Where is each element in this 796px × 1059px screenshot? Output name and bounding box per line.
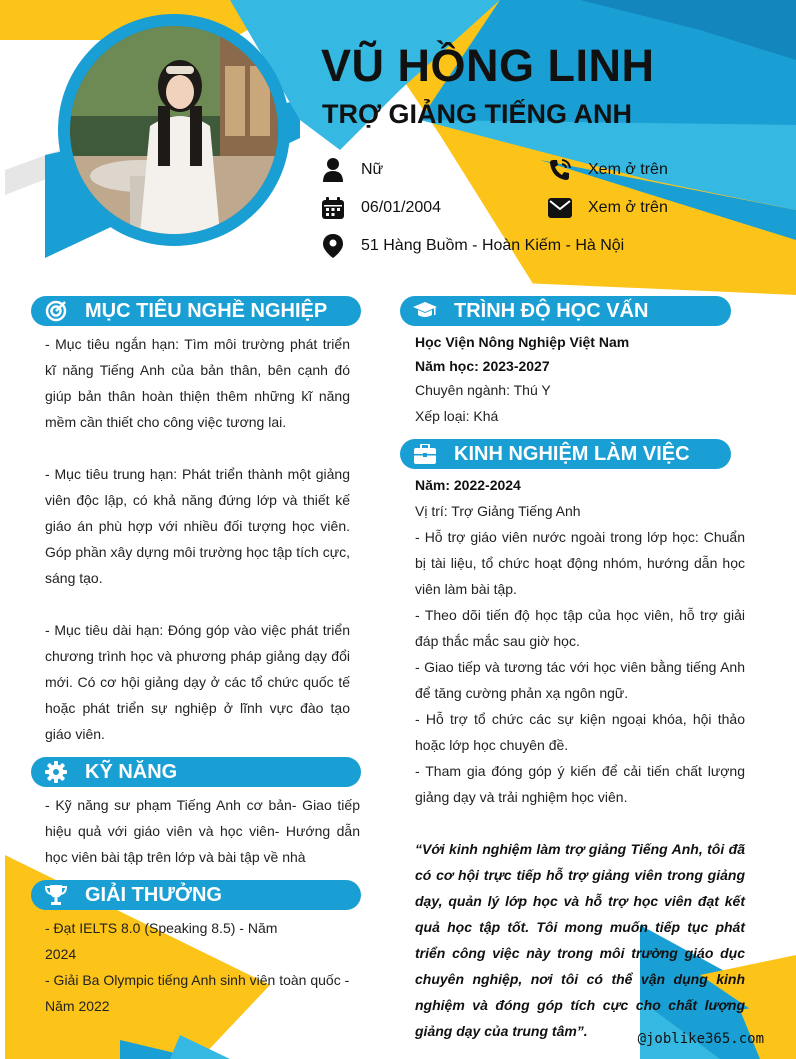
experience-quote: “Với kinh nghiệm làm trợ giảng Tiếng Anh, tôi đã có cơ hội trực tiếp hỗ trợ giảng viên trong giảng dạy, quản lý lớp học và hỗ trợ học viên đạt kết quả học tập tốt. Tôi mong muốn tiếp tục phát triển công việc này trong môi trường giáo dục chuyên nghiệp, nơi tôi có thể vận dụng kinh nghiệm và đóng góp tích cực cho chất lượng giảng dạy của trung tâm”. [415, 841, 745, 1039]
objective-header [31, 296, 361, 326]
email-value: Xem ở trên [588, 199, 668, 216]
skills-body [45, 792, 360, 870]
skills-title: KỸ NĂNG [85, 760, 178, 783]
awards-title: GIẢI THƯỞNG [85, 883, 222, 906]
experience-title: KINH NGHIỆM LÀM VIỆC [454, 442, 690, 465]
phone-icon [548, 158, 572, 182]
award-item: - Giải Ba Olympic tiếng Anh sinh viên toàn quốc - Năm 2022 [45, 972, 350, 1014]
awards-body [45, 915, 350, 1019]
objective-title: MỤC TIÊU NGHỀ NGHIỆP [85, 299, 328, 322]
education-major: Chuyên ngành: Thú Y [415, 382, 551, 398]
objective-mid-term: - Mục tiêu trung hạn: Phát triển thành một giảng viên độc lập, có khả năng đứng lớp và thiết kế giáo án phù hợp với nhiều đối tượng học viên. Góp phần xây dựng môi trường học tập tích cực, sáng tạo. [45, 466, 350, 586]
address-row [321, 234, 624, 258]
phone-row [548, 158, 668, 182]
watermark: @joblike365.com [637, 1031, 764, 1047]
trophy-icon [43, 882, 69, 908]
experience-years: Năm: 2022-2024 [415, 477, 521, 493]
education-title: TRÌNH ĐỘ HỌC VẤN [454, 299, 649, 322]
objective-short-term: - Mục tiêu ngắn hạn: Tìm môi trường phát triển kĩ năng Tiếng Anh của bản thân, bên cạnh đó giúp bản thân hoàn thiện thêm những kĩ năng mềm cần thiết cho công việc tương lai. [45, 336, 350, 430]
gear-icon [43, 759, 69, 785]
email-row [548, 196, 668, 220]
location-pin-icon [321, 234, 345, 258]
objective-body [45, 331, 350, 747]
experience-header [400, 439, 731, 469]
awards-header [31, 880, 361, 910]
graduation-cap-icon [412, 298, 438, 324]
experience-body [415, 472, 745, 1044]
education-school: Học Viện Nông Nghiệp Việt Nam [415, 334, 630, 350]
education-years: Năm học: 2023-2027 [415, 358, 550, 374]
experience-duty: - Hỗ trợ giáo viên nước ngoài trong lớp học: Chuẩn bị tài liệu, tổ chức hoạt động nhóm, hướng dẫn học viên làm bài tập. [415, 529, 745, 597]
experience-duty: - Hỗ trợ tổ chức các sự kiện ngoại khóa, hội thảo hoặc lớp học chuyên đề. [415, 711, 745, 753]
avatar [70, 26, 278, 234]
job-title: TRỢ GIẢNG TIẾNG ANH [322, 99, 633, 129]
award-item: - Đạt IELTS 8.0 (Speaking 8.5) - Năm 2024 [45, 920, 278, 962]
candidate-name: VŨ HỒNG LINH [321, 40, 655, 91]
education-rank: Xếp loại: Khá [415, 408, 499, 424]
target-icon [43, 298, 69, 324]
dob-row [321, 196, 441, 220]
gender-row [321, 158, 383, 182]
address-value: 51 Hàng Buồm - Hoàn Kiếm - Hà Nội [361, 237, 625, 254]
education-body [415, 329, 745, 429]
briefcase-icon [412, 441, 438, 467]
experience-duty: - Theo dõi tiến độ học tập của học viên, hỗ trợ giải đáp thắc mắc sau giờ học. [415, 607, 745, 649]
skills-text: - Kỹ năng sư phạm Tiếng Anh cơ bản- Giao tiếp hiệu quả với giáo viên và học viên- Hướng dẫn học viên bài tập trên lớp và bài tập về nhà [45, 797, 360, 865]
objective-long-term: - Mục tiêu dài hạn: Đóng góp vào việc phát triển chương trình học và phương pháp giảng dạy đổi mới. Có cơ hội giảng dạy ở các tổ chức quốc tế hoặc phát triển sự nghiệp ở lĩnh vực đào tạo giáo viên. [45, 622, 350, 742]
avatar-photo [70, 26, 278, 234]
envelope-icon [548, 196, 572, 220]
skills-header [31, 757, 361, 787]
experience-duty: - Tham gia đóng góp ý kiến để cải tiến chất lượng giảng dạy và trải nghiệm học viên. [415, 763, 745, 805]
experience-duty: - Giao tiếp và tương tác với học viên bằng tiếng Anh để tăng cường phản xạ ngôn ngữ. [415, 659, 745, 701]
person-icon [321, 158, 345, 182]
calendar-icon [321, 196, 345, 220]
experience-position: Vị trí: Trợ Giảng Tiếng Anh [415, 503, 581, 519]
dob-value: 06/01/2004 [361, 199, 442, 216]
phone-value: Xem ở trên [588, 161, 668, 178]
gender-value: Nữ [361, 161, 384, 178]
education-header [400, 296, 731, 326]
